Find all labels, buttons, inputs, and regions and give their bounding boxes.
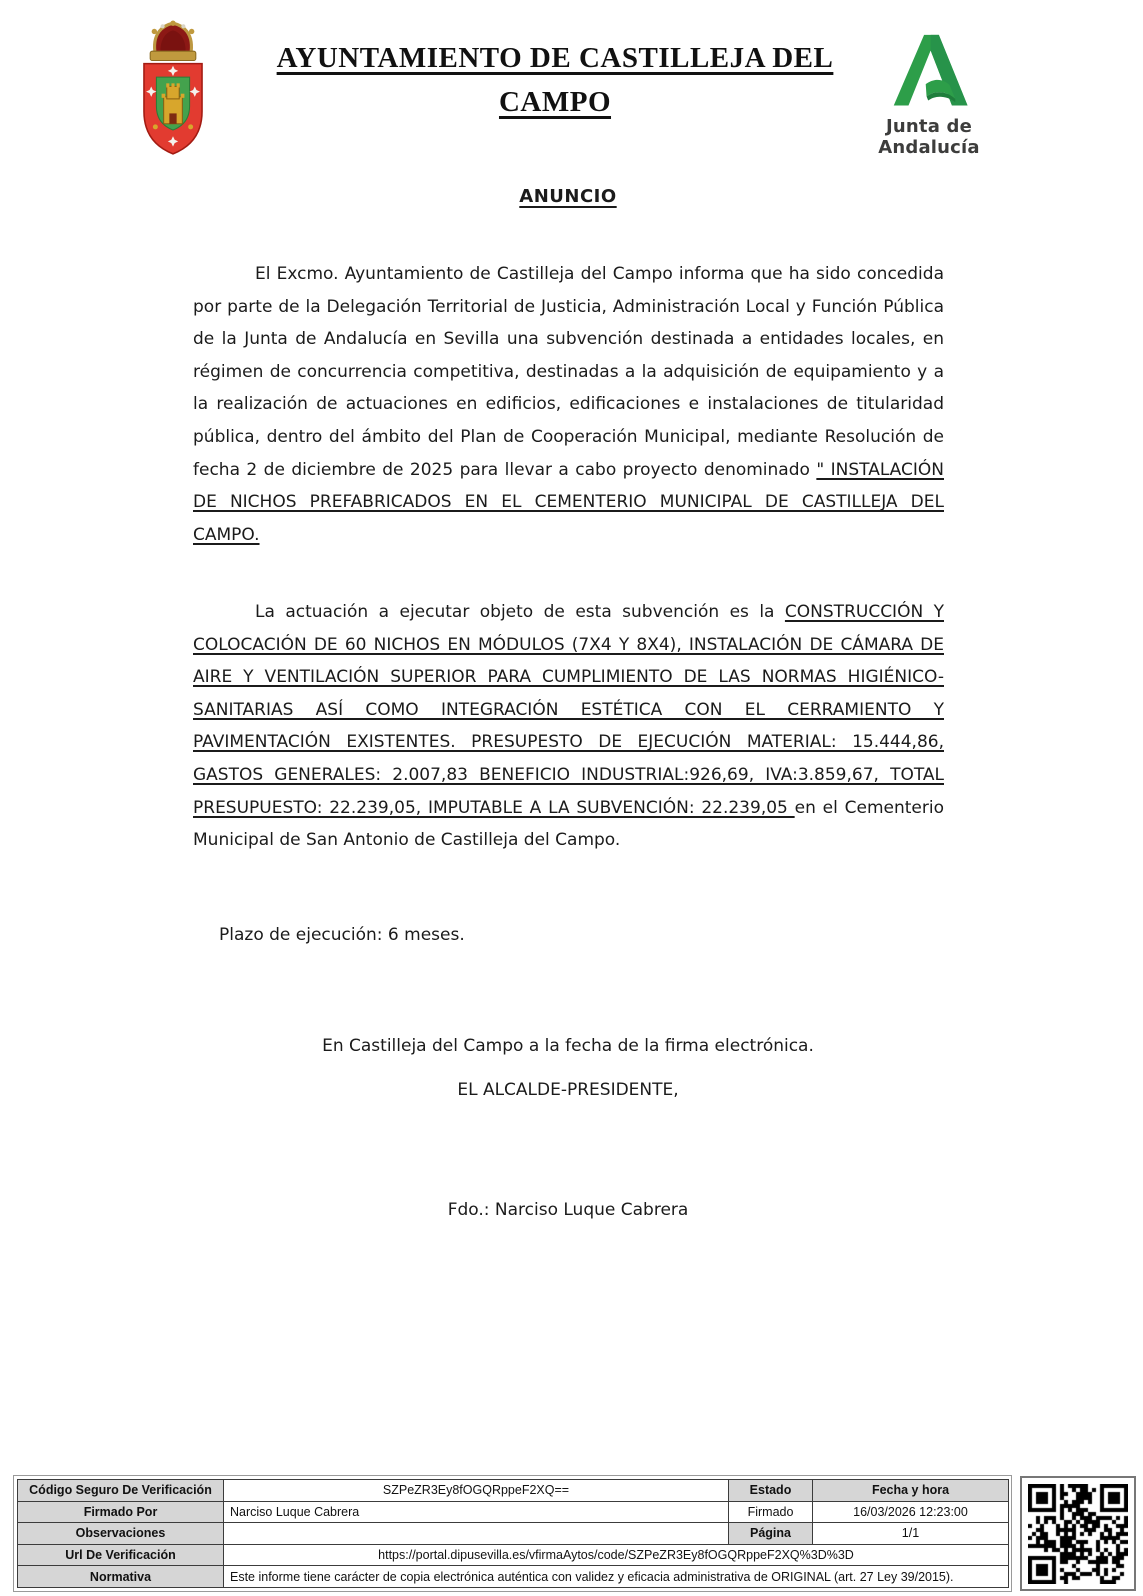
paragraph-1-text: El Excmo. Ayuntamiento de Castilleja del Campo informa que ha sido concedida por parte de la Delegación Territorial de Justicia, Administración Local y Función Pública de la Junta de Andalucía en Sevilla una subvención destinada a entidades locales, en régimen de concurrencia competitiva, destinadas a la adquisición de equipamiento y a la realización de actuaciones en edificios, edificaciones e instalaciones de titularidad pública, dentro del ámbito del Plan de Cooperación Municipal, mediante Resolución de fecha 2 de diciembre de 2025 para llevar a cabo proyecto denominado xyxy=(193,264,944,480)
qr-code-box xyxy=(1020,1476,1136,1591)
firmado-por-label: Firmado Por xyxy=(18,1501,224,1523)
paragraph-2-tail: en el Cementerio Municipal de San Antonio de Castilleja del Campo. xyxy=(193,797,944,851)
pagina-value: 1/1 xyxy=(813,1523,1009,1545)
fecha-hora-header: Fecha y hora xyxy=(813,1480,1009,1502)
anuncio-heading: ANUNCIO xyxy=(519,186,617,207)
page-title xyxy=(255,36,855,124)
csv-value: SZPeZR3Ey8fOGQRppeF2XQ== xyxy=(224,1480,729,1502)
observaciones-label: Observaciones xyxy=(18,1523,224,1545)
observaciones-value xyxy=(224,1523,729,1545)
paragraph-2-text: La actuación a ejecutar objeto de esta subvención es la xyxy=(255,602,785,622)
coat-of-arms-icon xyxy=(130,18,216,158)
firmado-por-value: Narciso Luque Cabrera xyxy=(224,1501,729,1523)
csv-label: Código Seguro De Verificación xyxy=(18,1480,224,1502)
paragraph-1-underlined-project-name: " INSTALACIÓN DE NICHOS PREFABRICADOS EN EL CEMENTERIO MUNICIPAL DE CASTILLEJA DEL CAMPO. xyxy=(193,459,944,545)
table-row xyxy=(18,1544,1009,1566)
announcement-paragraph-2 xyxy=(193,596,944,857)
verification-table xyxy=(17,1479,1009,1588)
execution-period-text: Plazo de ejecución: 6 meses. xyxy=(219,925,465,945)
normativa-label: Normativa xyxy=(18,1566,224,1588)
place-date-text: En Castilleja del Campo a la fecha de la firma electrónica. xyxy=(322,1036,814,1056)
junta-de-andalucia-logo xyxy=(833,28,1025,158)
table-row xyxy=(18,1501,1009,1523)
url-verificacion-value: https://portal.dipusevilla.es/vfirmaAytos/code/SZPeZR3Ey8fOGQRppeF2XQ%3D%3D xyxy=(224,1544,1009,1566)
junta-a-icon xyxy=(888,28,970,114)
page-title-line1: AYUNTAMIENTO DE CASTILLEJA DEL xyxy=(276,42,834,74)
junta-logo-label: Junta de Andalucía xyxy=(878,116,980,158)
page-title-line2: CAMPO xyxy=(498,86,612,118)
table-row xyxy=(18,1523,1009,1545)
pagina-label: Página xyxy=(729,1523,813,1545)
fecha-hora-value: 16/03/2026 12:23:00 xyxy=(813,1501,1009,1523)
verification-footer xyxy=(13,1475,1012,1592)
qr-code xyxy=(1028,1484,1128,1584)
signer-title: EL ALCALDE-PRESIDENTE, xyxy=(457,1080,679,1100)
estado-value: Firmado xyxy=(729,1501,813,1523)
paragraph-2-underlined-works-budget: CONSTRUCCIÓN Y COLOCACIÓN DE 60 NICHOS EN MÓDULOS (7X4 Y 8X4), INSTALACIÓN DE CÁMARA DE AIRE Y VENTILACIÓN SUPERIOR PARA CUMPLIMIENTO DE LAS NORMAS HIGIÉNICO-SANITARIAS ASÍ COMO INTEGRACIÓN ESTÉTICA CON EL CERRAMIENTO Y PAVIMENTACIÓN EXISTENTES. PRESUPESTO DE EJECUCIÓN MATERIAL: 15.444,86, GASTOS GENERALES: 2.007,83 BENEFICIO INDUSTRIAL:926,69, IVA:3.859,67, TOTAL PRESUPUESTO: 22.239,05, IMPUTABLE A LA SUBVENCIÓN: 22.239,05 xyxy=(193,602,944,818)
table-row xyxy=(18,1480,1009,1502)
signature-name: Fdo.: Narciso Luque Cabrera xyxy=(447,1200,689,1220)
table-row xyxy=(18,1566,1009,1588)
url-verificacion-label: Url De Verificación xyxy=(18,1544,224,1566)
normativa-value: Este informe tiene carácter de copia electrónica auténtica con validez y eficacia administrativa de ORIGINAL (art. 27 Ley 39/2015). xyxy=(224,1566,1009,1588)
announcement-paragraph-1 xyxy=(193,258,944,551)
estado-header: Estado xyxy=(729,1480,813,1502)
